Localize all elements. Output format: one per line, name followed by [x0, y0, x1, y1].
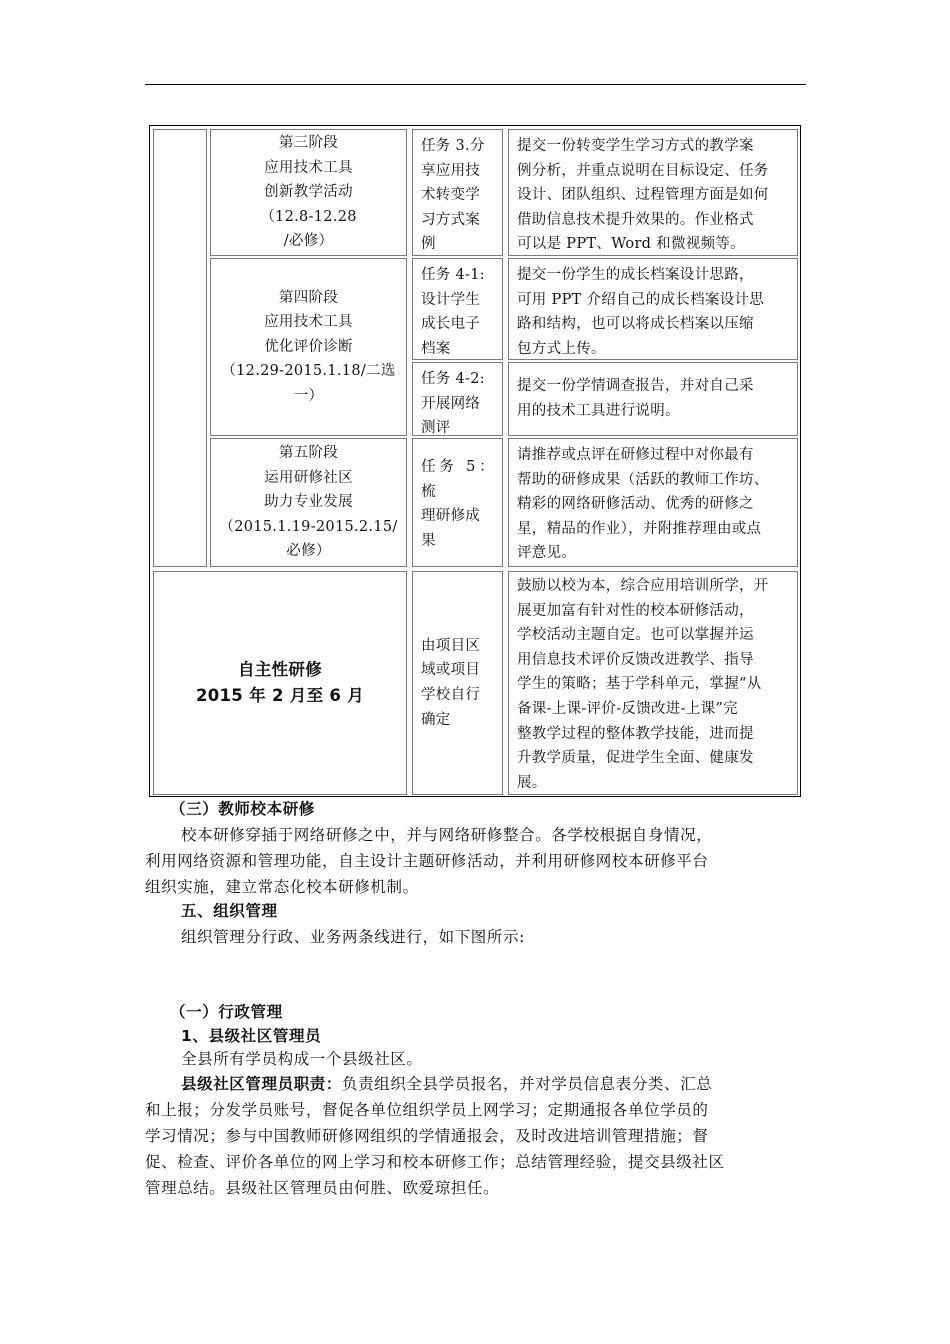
self-study-title: 自主性研修	[238, 660, 322, 679]
header-rule	[145, 84, 806, 85]
task-5-desc-line: 帮助的研修成果（活跃的教师工作坊、	[517, 471, 769, 488]
task-5-desc-line: 请推荐或点评在研修过程中对你最有	[517, 447, 754, 463]
stage-5-line: 运用研修社区	[264, 469, 353, 486]
self-study-task-line: 学校自行	[421, 687, 481, 703]
body-line: 管理总结。县级社区管理员由何胜、欧爱琼担任。	[145, 1179, 500, 1197]
body-line: 和上报；分发学员账号，督促各单位组织学员上网学习；定期通报各单位学员的	[145, 1101, 709, 1119]
task-4-1-desc-line: 可用 PPT 介绍自己的成长档案设计思	[517, 291, 765, 308]
stage-5-line: 必修）	[286, 543, 331, 560]
body-line: 学习情况；参与中国教师研修网组织的学情通报会，及时改进培训管理措施；督	[145, 1127, 709, 1145]
stage-3-line: 应用技术工具	[264, 159, 353, 176]
section-3-heading: （三）教师校本研修	[170, 800, 315, 818]
task-3-desc-cell	[508, 129, 798, 256]
self-study-task-line: 由项目区	[421, 637, 481, 654]
task-5-desc-line: 精彩的网络研修活动、优秀的研修之	[517, 496, 754, 513]
task-3-name-line: 享应用技	[421, 162, 481, 179]
self-study-desc-line: 学生的策略；基于学科单元，掌握“从	[517, 676, 762, 693]
task-4-1-name-line: 成长电子	[421, 316, 481, 333]
task-3-cell	[412, 129, 503, 256]
self-study-desc-line: 展。	[517, 774, 547, 791]
task-3-desc-line: 设计、团队组织、过程管理方面是如何	[517, 187, 769, 204]
task-5-cell	[412, 438, 503, 567]
stage-4-line: 应用技术工具	[264, 314, 353, 331]
task-4-2-desc-line: 用的技术工具进行说明。	[517, 403, 680, 419]
task-5-name-line: 任务 5：梳	[421, 459, 494, 500]
self-study-desc-cell	[508, 571, 798, 795]
self-study-period: 2015 年 2 月至 6 月	[195, 686, 365, 705]
task-3-name-line: 习方式案	[421, 211, 481, 228]
task-5-desc-line: 评意见。	[517, 545, 577, 562]
self-study-task-cell	[412, 571, 503, 795]
task-4-2-name-line: 测评	[421, 420, 451, 437]
task-4-2-name-line: 开展网络	[421, 395, 481, 412]
duty-paragraph	[145, 1071, 807, 1201]
body-line: 校本研修穿插于网络研修之中，并与网络研修整合。各学校根据自身情况，	[181, 826, 713, 844]
self-study-desc-line: 用信息技术评价反馈改进教学、指导	[517, 651, 754, 668]
task-4-2-desc-cell	[508, 362, 798, 436]
task-3-desc-line: 例分析，并重点说明在目标设定、任务	[517, 162, 769, 179]
task-3-name-line: 任务 3.分	[421, 138, 485, 154]
self-study-desc-line: 升教学质量，促进学生全面、健康发	[517, 750, 754, 767]
schedule-table	[149, 125, 801, 797]
stage-4-line: （12.29-2015.1.18/二选	[221, 363, 396, 380]
task-3-desc-line: 提交一份转变学生学习方式的教学案	[517, 138, 754, 154]
stage-5-line: 第五阶段	[278, 445, 339, 462]
body-line: 负责组织全县学员报名，并对学员信息表分类、汇总	[342, 1075, 713, 1093]
task-3-name-line: 例	[421, 236, 436, 253]
task-3-desc-line: 可以是 PPT、Word 和微视频等。	[517, 236, 745, 253]
task-5-desc-line: 星，精品的作业），并附推荐理由或点	[517, 520, 762, 537]
task-4-1-name-line: 设计学生	[421, 291, 481, 308]
duty-label: 县级社区管理员职责：	[181, 1075, 343, 1093]
section-5-body: 组织管理分行政、业务两条线进行，如下图所示:	[181, 928, 525, 946]
stage-3-line: 创新教学活动	[264, 184, 353, 201]
subsection-1-heading: （一）行政管理	[170, 1003, 283, 1021]
task-4-2-cell	[412, 362, 503, 436]
stage-4-line: 一）	[293, 387, 324, 404]
stage-4-line: 优化评价诊断	[264, 338, 353, 355]
task-5-desc-cell	[508, 438, 798, 567]
self-study-title-cell	[153, 571, 407, 795]
self-study-task-line: 域或项目	[421, 662, 481, 679]
task-4-1-name-line: 任务 4-1:	[421, 267, 485, 283]
self-study-desc-line: 展更加富有针对性的校本研修活动，	[517, 602, 754, 619]
body-line: 促、检查、评价各单位的网上学习和校本研修工作；总结管理经验，提交县级社区	[145, 1153, 725, 1171]
body-line: 利用网络资源和管理功能，自主设计主题研修活动，并利用研修网校本研修平台	[145, 852, 709, 870]
task-4-1-desc-line: 路和结构，也可以将成长档案以压缩	[517, 316, 754, 333]
task-4-2-name-line: 任务 4-2:	[421, 371, 485, 387]
self-study-desc-line: 备课-上课-评价-反馈改进-上课”完	[517, 700, 738, 717]
self-study-desc-line: 整教学过程的整体教学技能，进而提	[517, 725, 754, 742]
task-4-1-desc-line: 提交一份学生的成长档案设计思路，	[517, 267, 754, 283]
body-line: 组织实施，建立常态化校本研修机制。	[145, 878, 419, 896]
subsection-1-1-heading: 1、县级社区管理员	[181, 1027, 322, 1045]
stage-4-cell	[210, 258, 407, 436]
stage-4-line: 第四阶段	[278, 289, 339, 306]
stage-3-cell	[210, 129, 407, 256]
stage-3-line: （12.8-12.28	[260, 208, 357, 225]
self-study-desc-line: 鼓励以校为本，综合应用培训所学，开	[517, 578, 769, 594]
task-4-1-name-line: 档案	[421, 340, 451, 357]
stage-3-line: 第三阶段	[278, 135, 339, 152]
subsection-1-1-body: 全县所有学员构成一个县级社区。	[181, 1050, 423, 1068]
task-5-name-line: 理研修成	[421, 508, 481, 525]
stage-5-cell	[210, 438, 407, 567]
task-4-1-desc-line: 包方式上传。	[517, 340, 606, 357]
stage-5-line: （2015.1.19-2015.2.15/	[219, 518, 398, 535]
task-3-name-line: 术转变学	[421, 187, 481, 204]
task-4-1-desc-cell	[508, 258, 798, 360]
task-3-desc-line: 借助信息技术提升效果的。作业格式	[517, 211, 754, 228]
section-3-body	[145, 822, 807, 900]
stage-5-line: 助力专业发展	[264, 494, 353, 511]
phase-group-cell	[153, 129, 207, 567]
section-5-heading: 五、组织管理	[181, 902, 278, 920]
task-4-2-desc-line: 提交一份学情调查报告，并对自己采	[517, 378, 754, 395]
self-study-task-line: 确定	[421, 711, 451, 728]
task-5-name-line: 果	[421, 532, 436, 549]
stage-3-line: /必修）	[283, 233, 334, 250]
self-study-desc-line: 学校活动主题自定。也可以掌握并运	[517, 627, 754, 644]
task-4-1-cell	[412, 258, 503, 360]
